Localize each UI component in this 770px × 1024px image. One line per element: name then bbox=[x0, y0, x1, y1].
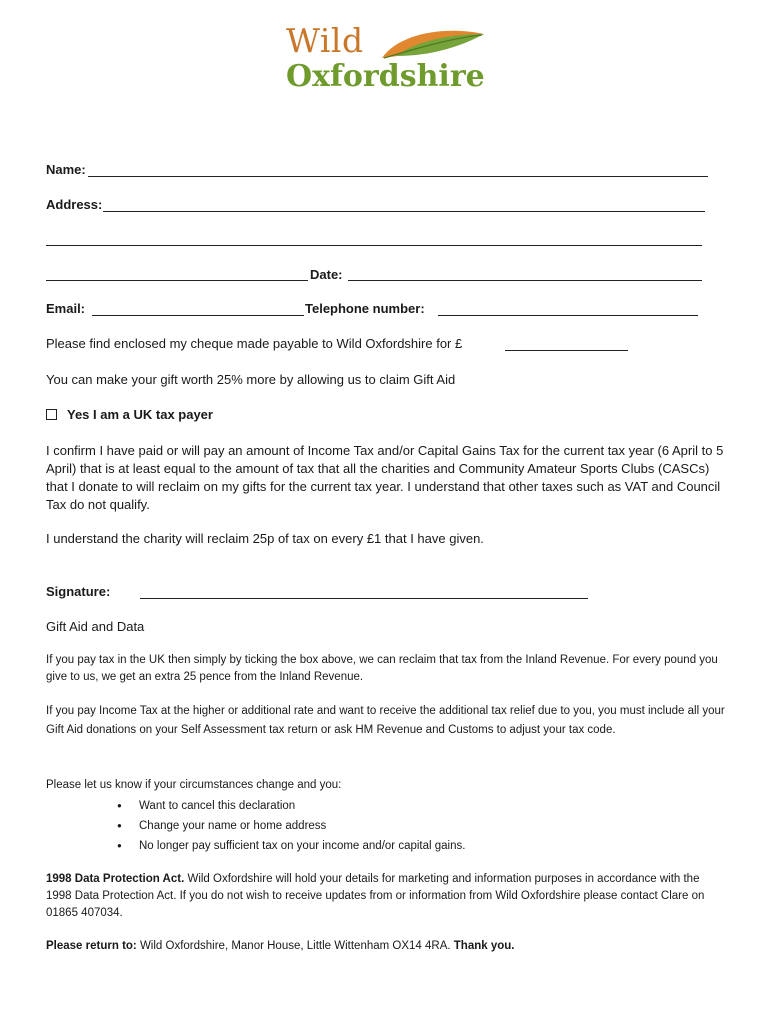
list-item: ● Want to cancel this declaration bbox=[117, 796, 465, 816]
logo-text-wild: Wild bbox=[286, 21, 364, 60]
reclaim-note: I understand the charity will reclaim 25p of tax on every £1 that I have given. bbox=[46, 531, 484, 546]
email-row bbox=[46, 301, 85, 317]
info-paragraph-3: Please let us know if your circumstances change and you: bbox=[46, 779, 342, 791]
cheque-row bbox=[46, 336, 462, 352]
email-field[interactable] bbox=[92, 315, 304, 316]
wild-oxfordshire-logo bbox=[284, 22, 494, 96]
telephone-field[interactable] bbox=[438, 315, 698, 316]
cheque-text: Please find enclosed my cheque made payable to Wild Oxfordshire for £ bbox=[46, 336, 463, 351]
address-row bbox=[46, 197, 102, 213]
date-row bbox=[310, 267, 343, 283]
signature-field[interactable] bbox=[140, 598, 588, 599]
list-item: ● No longer pay sufficient tax on your income and/or capital gains. bbox=[117, 836, 465, 856]
gift-aid-data-heading: Gift Aid and Data bbox=[46, 619, 145, 634]
return-address: Wild Oxfordshire, Manor House, Little Wittenham OX14 4RA. bbox=[139, 940, 451, 952]
address-field-line-3[interactable] bbox=[46, 280, 308, 281]
gift-aid-declaration: I confirm I have paid or will pay an amount of Income Tax and/or Capital Gains Tax for the current tax year (6 April to 5 April) that is at least equal to the amount of tax that all the charities and Community Amateur Sports Clubs (CASCs) that I donate to will reclaim on my gifts for the current tax year. I understand that other taxes such as VAT and Council Tax do not qualify. bbox=[46, 443, 724, 512]
logo-text-oxfordshire: Oxfordshire bbox=[286, 59, 485, 94]
date-field[interactable] bbox=[348, 280, 702, 281]
return-address-paragraph bbox=[46, 938, 726, 955]
date-label: Date: bbox=[310, 267, 343, 282]
thank-you: Thank you. bbox=[453, 940, 515, 952]
gift-aid-intro: You can make your gift worth 25% more by allowing us to claim Gift Aid bbox=[46, 372, 456, 387]
data-protection-title: 1998 Data Protection Act. bbox=[46, 873, 185, 885]
name-field[interactable] bbox=[88, 176, 708, 177]
telephone-label: Telephone number: bbox=[305, 301, 425, 316]
return-label: Please return to: bbox=[46, 940, 137, 952]
address-field-line-2[interactable] bbox=[46, 245, 702, 246]
data-protection-paragraph bbox=[46, 871, 726, 922]
info-paragraph-2: If you pay Income Tax at the higher or additional rate and want to receive the additional tax relief due to you, you must include all your Gift Aid donations on your Self Assessment tax return or ask HM Revenue and Customs to adjust your tax code. bbox=[46, 705, 725, 736]
address-field-line-1[interactable] bbox=[103, 211, 705, 212]
cheque-amount-field[interactable] bbox=[505, 350, 628, 351]
uk-taxpayer-checkbox[interactable] bbox=[46, 409, 57, 420]
leaf-icon bbox=[378, 26, 488, 62]
name-label: Name: bbox=[46, 162, 86, 177]
address-label: Address: bbox=[46, 197, 103, 212]
name-row bbox=[46, 162, 86, 178]
data-protection-text: Wild Oxfordshire will hold your details for marketing and information purposes in accordance with the 1998 Data Protection Act. If you do not wish to receive updates from or information from Wild Oxfordshire please contact Clare on 01865 407034. bbox=[46, 873, 705, 919]
info-paragraph-1: If you pay tax in the UK then simply by ticking the box above, we can reclaim that tax from the Inland Revenue. For every pound you give to us, we get an extra 25 pence from the Inland Revenue. bbox=[46, 654, 718, 683]
signature-row bbox=[46, 584, 110, 600]
telephone-row bbox=[305, 301, 425, 317]
uk-taxpayer-label: Yes I am a UK tax payer bbox=[67, 407, 213, 422]
signature-label: Signature: bbox=[46, 584, 111, 599]
circumstances-list bbox=[117, 796, 465, 856]
uk-taxpayer-row bbox=[46, 407, 213, 423]
email-label: Email: bbox=[46, 301, 86, 316]
list-item: ● Change your name or home address bbox=[117, 816, 465, 836]
